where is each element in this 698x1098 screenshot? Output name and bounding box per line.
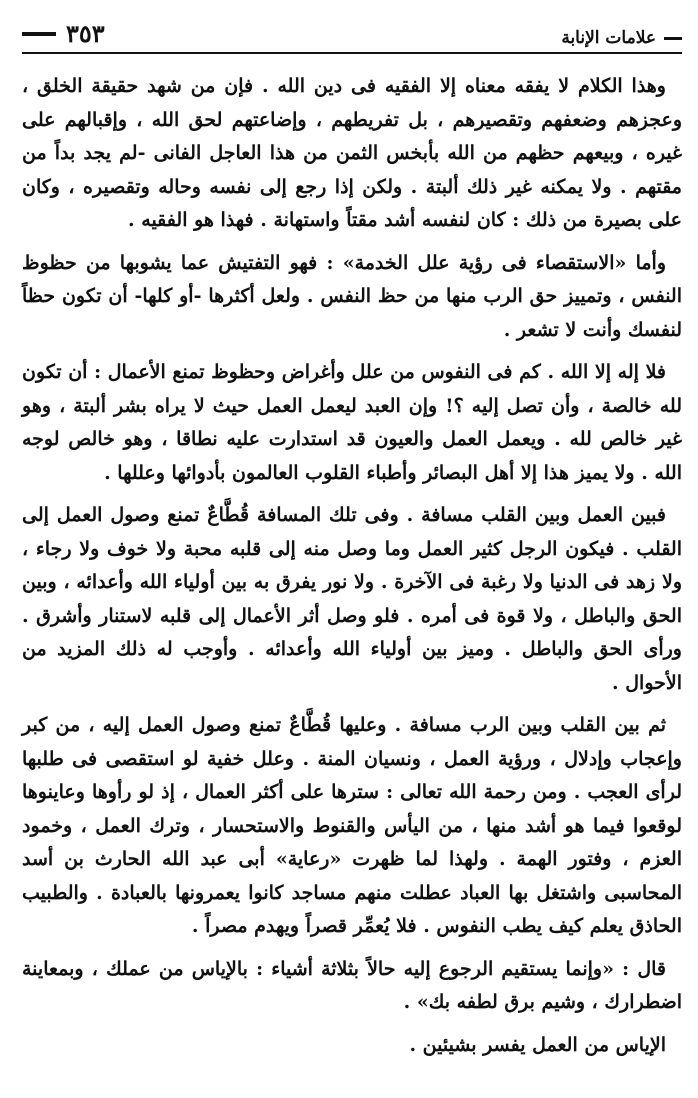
paragraph-5: ثم بين القلب وبين الرب مسافة . وعليها قُطَّاعٌ تمنع وصول العمل إليه ، من كبر وإعجاب وإدلال ، ورؤية العمل ، ونسيان المنة . وعلل خفية لو استقصى فى طلبها لرأى العجب . ومن رحمة الله تعالى : سترها على أكثر العمال ، إذ لو رأوها وعاينوها لوقعوا فيما هو أشد منها ، من اليأس والقنوط والاستحسار ، وترك العمل ، وخمود العزم ، وفتور الهمة . ولهذا لما ظهرت «رعاية» أبى عبد الله الحارث بن أسد المحاسبى واشتغل بها العباد عطلت منهم مساجد كانوا يعمرونها بالعبادة . والطبيب الحاذق يعلم كيف يطب النفوس . فلا يُعمِّر قصراً ويهدم مصراً .	[22, 714, 682, 937]
page-number	[22, 19, 105, 48]
paragraph-2: وأما «الاستقصاء فى رؤية علل الخدمة» : فهو التفتيش عما يشوبها من حظوظ النفس ، وتمييز حق الرب منها من حظ النفس . ولعل أكثرها -أو كلها- أن تكون حظاً لنفسك وأنت لا تشعر .	[22, 251, 682, 341]
page-number-text: ٣٥٣	[66, 19, 105, 48]
book-page	[22, 10, 682, 1080]
running-title	[561, 28, 682, 48]
running-header	[22, 10, 682, 54]
header-dash-left	[22, 32, 56, 36]
paragraph-1: وهذا الكلام لا يفقه معناه إلا الفقيه فى دين الله . فإن من شهد حقيقة الخلق ، وعجزهم وضعفهم وتقصيرهم ، بل تفريطهم ، وإضاعتهم لحق الله ، وإقبالهم على غيره ، وبيعهم حظهم من الله بأبخس الثمن من هذا العاجل الفانى -لم يجد بداً من مقتهم . ولا يمكنه غير ذلك ألبتة . ولكن إذا رجع إلى نفسه وحاله وتقصيره ، وكان على بصيرة من ذلك : كان لنفسه أشد مقتاً واستهانة . فهذا هو الفقيه .	[22, 75, 682, 231]
running-title-text: علامات الإنابة	[561, 28, 656, 48]
paragraph-7: الإياس من العمل يفسر بشيئين .	[409, 1033, 666, 1056]
paragraph-6: قال : «وإنما يستقيم الرجوع إليه حالاً بثلاثة أشياء : بالإياس من عملك ، وبمعاينة اضطرارك ، وشيم برق لطفه بك» .	[22, 957, 682, 1013]
body-text	[22, 70, 682, 1062]
paragraph-3: فلا إله إلا الله . كم فى النفوس من علل وأغراض وحظوظ تمنع الأعمال : أن تكون لله خالصة ، وأن تصل إليه ؟! وإن العبد ليعمل العمل حيث لا يراه بشر ألبتة ، وهو غير خالص لله . ويعمل العمل والعيون قد استدارت عليه نطاقا ، وهو خالص لوجه الله . ولا يميز هذا إلا أهل البصائر وأطباء القلوب العالمون بأدوائها وعللها .	[22, 361, 682, 484]
paragraph-4: فبين العمل وبين القلب مسافة . وفى تلك المسافة قُطَّاعٌ تمنع وصول العمل إلى القلب . فيكون الرجل كثير العمل وما وصل منه إلى قلبه محبة ولا خوف ولا رجاء ، ولا زهد فى الدنيا ولا رغبة فى الآخرة . ولا نور يفرق به بين أولياء الله وأعدائه ، وبين الحق والباطل ، ولا قوة فى أمره . فلو وصل أثر الأعمال إلى قلبه لاستنار وأشرق . ورأى الحق والباطل . وميز بين أولياء الله وأعدائه . وأوجب له ذلك المزيد من الأحوال .	[22, 504, 682, 694]
header-dash-right	[664, 37, 682, 40]
